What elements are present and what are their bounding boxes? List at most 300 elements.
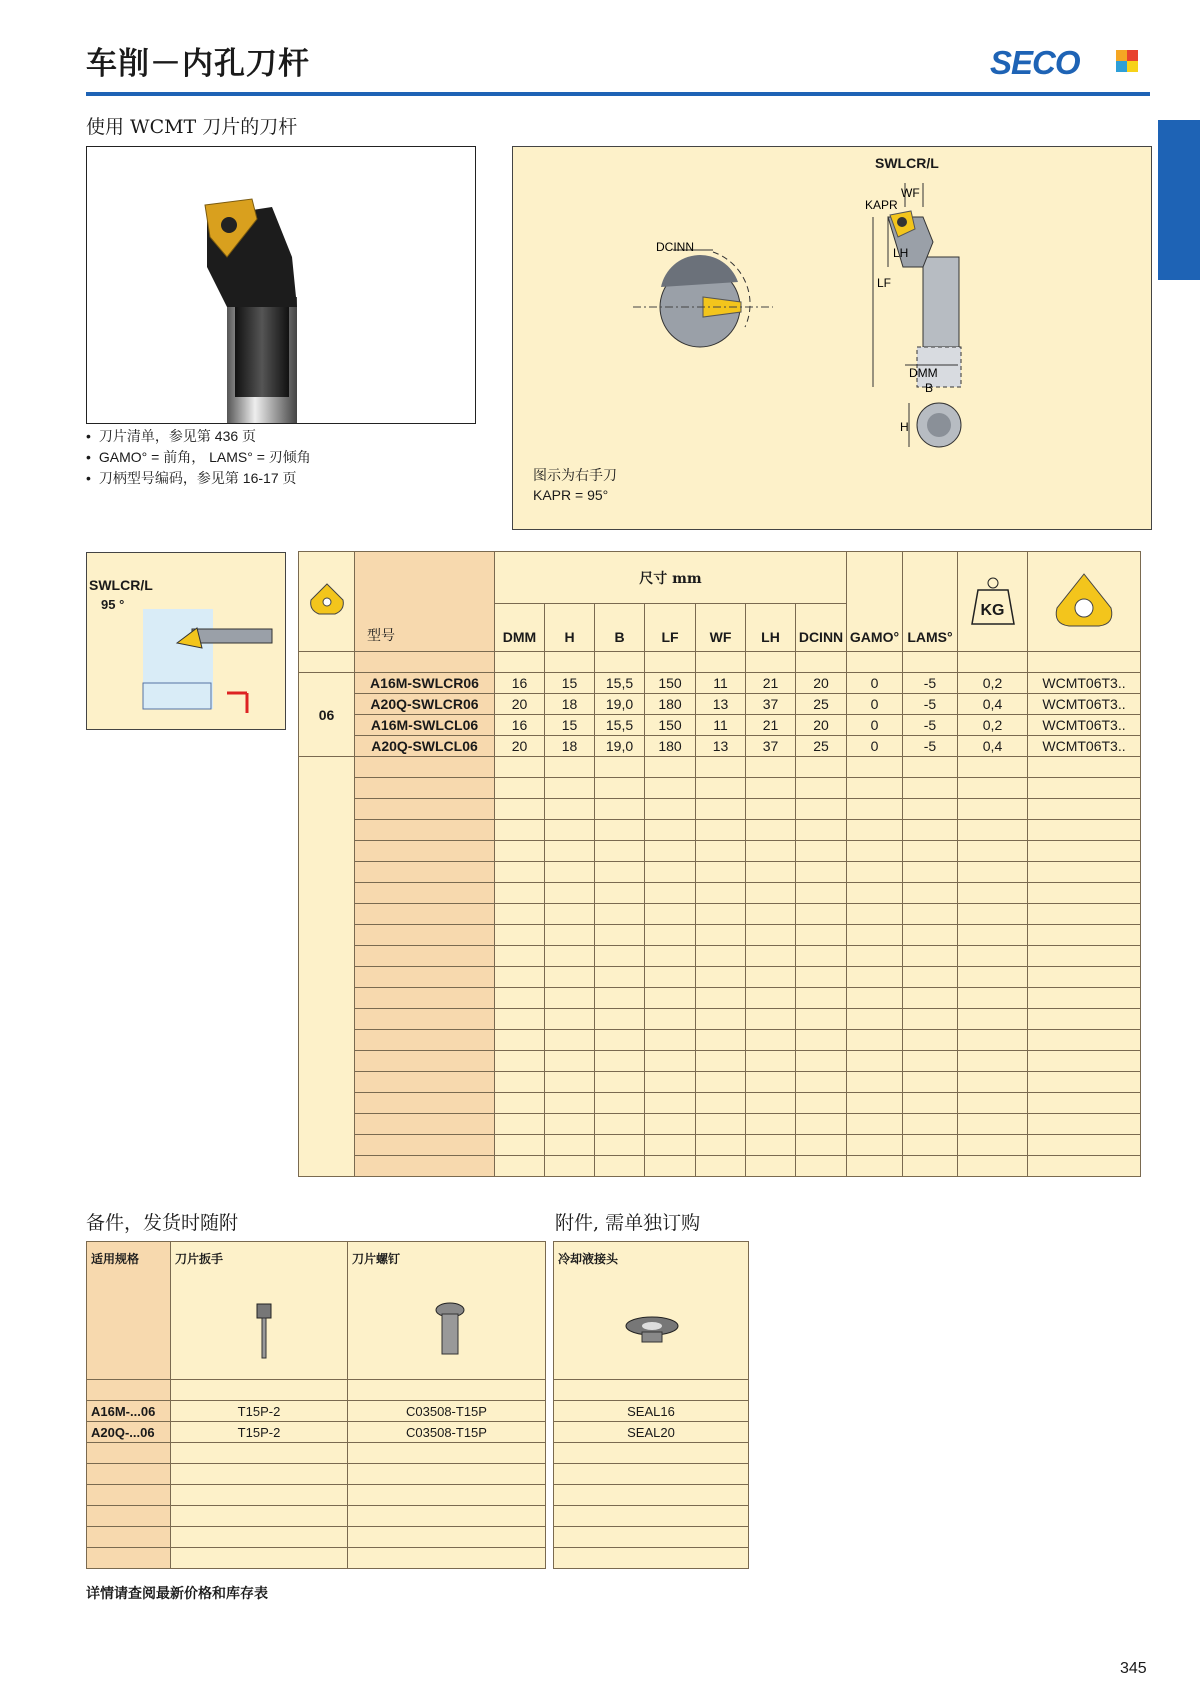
blank-cell [958,862,1028,883]
blank-cell [958,967,1028,988]
spec-cell [87,1548,171,1569]
table-row [554,1401,749,1422]
model-header: 型号 [355,552,495,652]
blank-cell [595,1072,645,1093]
blank-row [299,1156,1141,1177]
blank-cell [645,841,696,862]
blank-cell [696,1156,746,1177]
spec-cell [87,1464,171,1485]
model-cell [355,1072,495,1093]
model-cell [355,1156,495,1177]
model-cell [355,946,495,967]
blank-cell [696,1051,746,1072]
blank-cell [645,904,696,925]
blank-cell [903,1156,958,1177]
blank-cell [595,925,645,946]
blank-cell [903,967,958,988]
blank-cell [847,820,903,841]
blank-cell [595,904,645,925]
insert-icon [1049,570,1119,630]
blank-cell [796,820,847,841]
blank-cell [545,799,595,820]
value-cell: 0 [847,694,903,715]
insert-cell: WCMT06T3.. [1028,673,1141,694]
logo-text: SECO [990,44,1080,81]
model-cell [355,1135,495,1156]
blank-cell [903,946,958,967]
blank-cell [696,1009,746,1030]
model-cell [355,1009,495,1030]
blank-cell [696,1093,746,1114]
logo-mark-icon [1116,50,1138,72]
blank-cell [796,1030,847,1051]
blank-cell [1028,1114,1141,1135]
blank-cell [847,841,903,862]
blank-cell [847,1114,903,1135]
spec-cell [87,1506,171,1527]
spacer-row [554,1380,749,1401]
blank-cell [903,925,958,946]
section-tab [1158,120,1200,280]
orientation-sketch [87,553,285,729]
blank-cell [903,778,958,799]
blank-cell [958,778,1028,799]
blank-cell [958,1135,1028,1156]
blank-cell [495,988,545,1009]
drawing-caption: 图示为右手刀 [533,468,617,484]
blank-row [299,904,1141,925]
blank-row [87,1464,546,1485]
value-cell: 18 [545,694,595,715]
wrench-cell: T15P-2 [171,1422,348,1443]
value-cell: 11 [696,715,746,736]
mini-angle: 95 ° [101,597,125,612]
blank-cell [903,757,958,778]
value-cell: 37 [746,694,796,715]
blank-cell [796,1072,847,1093]
blank-cell [1028,1156,1141,1177]
blank-cell [1028,1009,1141,1030]
blank-cell [595,652,645,673]
blank-cell [958,904,1028,925]
blank-cell [746,1135,796,1156]
blank-cell [746,925,796,946]
blank-cell [746,1114,796,1135]
blank-cell [746,904,796,925]
blank-cell [595,1093,645,1114]
blank-cell [746,862,796,883]
blank-cell [903,862,958,883]
blank-cell [958,1051,1028,1072]
col-lams: LAMS° [903,552,958,652]
blank-cell [545,1072,595,1093]
spec-cell: A16M-...06 [87,1401,171,1422]
blank-cell [348,1548,546,1569]
blank-cell [1028,820,1141,841]
insert-shape-icon [307,580,347,620]
blank-cell [746,1156,796,1177]
blank-cell [595,967,645,988]
blank-cell [495,1051,545,1072]
blank-cell [696,1114,746,1135]
blank-cell [746,883,796,904]
blank-cell [696,820,746,841]
blank-cell [595,988,645,1009]
value-cell: 20 [796,673,847,694]
blank-cell [958,841,1028,862]
blank-cell [495,652,545,673]
blank-cell [495,841,545,862]
blank-cell [847,904,903,925]
blank-cell [495,757,545,778]
table-row [299,736,1141,757]
value-cell: 180 [645,694,696,715]
blank-cell [696,967,746,988]
blank-cell [545,967,595,988]
blank-cell [847,1135,903,1156]
value-cell: 0 [847,673,903,694]
screw-cell: C03508-T15P [348,1422,546,1443]
value-cell: -5 [903,715,958,736]
value-cell: 13 [696,736,746,757]
blank-cell [958,946,1028,967]
seco-logo [990,44,1150,81]
blank-cell [958,757,1028,778]
value-cell: 20 [796,715,847,736]
blank-cell [746,967,796,988]
blank-cell [495,946,545,967]
blank-cell [554,1485,749,1506]
blank-cell [696,883,746,904]
spacer-row [299,652,1141,673]
blank-cell [545,925,595,946]
value-cell: 19,0 [595,694,645,715]
blank-cell [595,862,645,883]
blank-cell [554,1443,749,1464]
screw-icon [430,1302,470,1362]
label-h: H [900,420,909,434]
blank-cell [696,799,746,820]
blank-cell [958,1072,1028,1093]
blank-cell [746,988,796,1009]
model-cell [355,1114,495,1135]
blank-cell [545,757,595,778]
blank-cell [645,967,696,988]
value-cell: 20 [495,736,545,757]
value-cell: -5 [903,673,958,694]
mini-title: SWLCR/L [89,577,153,593]
size-cell [299,757,355,1177]
blank-cell [796,652,847,673]
blank-cell [171,1506,348,1527]
blank-cell [696,841,746,862]
blank-row [554,1548,749,1569]
blank-cell [847,862,903,883]
spec-cell [87,1485,171,1506]
value-cell: -5 [903,736,958,757]
weight-label: KG [980,601,1005,619]
table-row [299,673,1141,694]
insert-cell: WCMT06T3.. [1028,694,1141,715]
blank-cell [746,1009,796,1030]
blank-cell [495,1114,545,1135]
blank-cell [696,757,746,778]
product-photo [86,146,476,424]
value-cell: 15 [545,715,595,736]
blank-cell [171,1464,348,1485]
blank-cell [903,1093,958,1114]
blank-cell [958,1156,1028,1177]
blank-cell [1028,1093,1141,1114]
col-dmm: DMM [495,604,545,652]
blank-cell [495,967,545,988]
insert-cell: WCMT06T3.. [1028,736,1141,757]
note-item: • GAMO° = 前角， LAMS° = 刃倾角 [86,447,311,468]
value-cell: 0 [847,736,903,757]
spec-header: 适用规格 [87,1242,171,1380]
blank-cell [796,883,847,904]
coolant-cell: SEAL16 [554,1401,749,1422]
blank-cell [796,799,847,820]
blank-cell [1028,757,1141,778]
model-cell [355,757,495,778]
page-title: 车削－内孔刀杆 [86,46,310,82]
blank-cell [171,1380,348,1401]
blank-cell [796,1009,847,1030]
blank-cell [847,1051,903,1072]
blank-cell [958,883,1028,904]
blank-row [299,1093,1141,1114]
blank-cell [796,988,847,1009]
blank-cell [645,1051,696,1072]
blank-cell [903,988,958,1009]
value-cell: 15 [545,673,595,694]
blank-row [299,820,1141,841]
coolant-cell: SEAL20 [554,1422,749,1443]
drawing-kapr-note: KAPR = 95° [533,487,609,503]
blank-cell [958,1009,1028,1030]
blank-cell [171,1443,348,1464]
model-cell: A16M-SWLCR06 [355,673,495,694]
value-cell: 13 [696,694,746,715]
blank-cell [348,1485,546,1506]
value-cell: 150 [645,715,696,736]
table-row [299,694,1141,715]
col-b: B [595,604,645,652]
value-cell: 25 [796,736,847,757]
blank-row [554,1527,749,1548]
note-item: • 刀柄型号编码，参见第 16-17 页 [86,468,311,489]
blank-cell [595,1156,645,1177]
insert-header [1028,552,1141,652]
blank-cell [645,1114,696,1135]
blank-cell [645,778,696,799]
blank-cell [595,757,645,778]
blank-row [554,1506,749,1527]
blank-cell [796,841,847,862]
weight-cell: 0,2 [958,715,1028,736]
insert-cell: WCMT06T3.. [1028,715,1141,736]
blank-cell [645,1009,696,1030]
value-cell: 25 [796,694,847,715]
blank-cell [595,883,645,904]
blank-cell [903,883,958,904]
table-row [299,715,1141,736]
blank-cell [545,1114,595,1135]
blank-cell [1028,967,1141,988]
model-cell: A20Q-SWLCL06 [355,736,495,757]
screw-header-label: 刀片螺钉 [352,1252,401,1266]
model-cell [355,904,495,925]
value-cell: 0 [847,715,903,736]
blank-cell [495,1093,545,1114]
blank-cell [495,1156,545,1177]
blank-cell [1028,1135,1141,1156]
wrench-cell: T15P-2 [171,1401,348,1422]
model-cell [355,1051,495,1072]
blank-cell [696,1030,746,1051]
blank-cell [1028,1030,1141,1051]
value-cell: 15,5 [595,715,645,736]
blank-cell [746,820,796,841]
blank-cell [847,652,903,673]
page-number: 345 [1120,1660,1147,1677]
blank-cell [545,1093,595,1114]
blank-row [554,1464,749,1485]
blank-cell [746,799,796,820]
note-item: • 刀片清单，参见第 436 页 [86,426,311,447]
blank-cell [1028,778,1141,799]
value-cell: 21 [746,715,796,736]
value-cell: 19,0 [595,736,645,757]
label-dcinn: DCINN [656,240,694,254]
table-row [87,1401,546,1422]
blank-cell [348,1506,546,1527]
blank-cell [958,1114,1028,1135]
blank-cell [847,967,903,988]
blank-cell [348,1527,546,1548]
weight-cell: 0,4 [958,736,1028,757]
blank-cell [746,652,796,673]
blank-cell [958,925,1028,946]
blank-cell [958,1030,1028,1051]
drawing-title: SWLCR/L [875,155,939,171]
blank-cell [545,1051,595,1072]
blank-cell [645,988,696,1009]
dimensions-header: 尺寸 mm [495,552,847,604]
blank-cell [171,1527,348,1548]
blank-cell [1028,925,1141,946]
blank-cell [495,925,545,946]
blank-cell [847,883,903,904]
blank-row [87,1506,546,1527]
blank-cell [796,1051,847,1072]
blank-cell [696,904,746,925]
spacer-row [87,1380,546,1401]
value-cell: 15,5 [595,673,645,694]
value-cell: 11 [696,673,746,694]
blank-row [299,946,1141,967]
blank-cell [847,1009,903,1030]
blank-row [554,1485,749,1506]
blank-cell [554,1464,749,1485]
blank-cell [958,1093,1028,1114]
col-wf: WF [696,604,746,652]
model-cell [355,820,495,841]
blank-cell [1028,841,1141,862]
label-lf: LF [877,276,892,290]
blank-cell [746,841,796,862]
blank-cell [495,1009,545,1030]
blank-cell [545,652,595,673]
label-kapr: KAPR [865,198,898,212]
blank-cell [545,988,595,1009]
blank-cell [696,778,746,799]
blank-row [87,1485,546,1506]
blank-cell [847,988,903,1009]
blank-row [299,841,1141,862]
blank-row [299,967,1141,988]
blank-cell [903,904,958,925]
blank-cell [595,1114,645,1135]
blank-cell [903,1072,958,1093]
value-cell: 37 [746,736,796,757]
blank-cell [545,778,595,799]
blank-cell [645,946,696,967]
col-lf: LF [645,604,696,652]
blank-cell [495,1030,545,1051]
blank-cell [645,1135,696,1156]
blank-cell [645,1093,696,1114]
weight-cell: 0,4 [958,694,1028,715]
label-wf: WF [901,186,920,200]
model-cell [355,1030,495,1051]
boring-bar-image [87,147,475,423]
blank-cell [595,799,645,820]
optional-accessories-title: 附件, 需单独订购 [555,1212,701,1234]
blank-cell [595,1030,645,1051]
model-cell [355,862,495,883]
blank-cell [796,904,847,925]
header-rule [86,92,1150,96]
blank-cell [746,1051,796,1072]
label-lh: LH [893,246,909,260]
blank-row [299,1135,1141,1156]
technical-drawing [512,146,1152,530]
blank-cell [796,862,847,883]
blank-cell [645,862,696,883]
blank-cell [545,841,595,862]
blank-cell [545,1156,595,1177]
blank-cell [696,1072,746,1093]
blank-cell [903,652,958,673]
blank-cell [1028,988,1141,1009]
blank-cell [645,1030,696,1051]
blank-cell [1028,1072,1141,1093]
col-h: H [545,604,595,652]
blank-cell [746,778,796,799]
blank-row [299,799,1141,820]
blank-cell [545,862,595,883]
blank-row [299,1030,1141,1051]
wrench-icon [249,1302,279,1362]
footnote: 详情请查阅最新价格和库存表 [86,1586,268,1602]
blank-cell [796,1093,847,1114]
blank-cell [796,1135,847,1156]
blank-cell [746,1030,796,1051]
model-cell [355,841,495,862]
value-cell: 21 [746,673,796,694]
